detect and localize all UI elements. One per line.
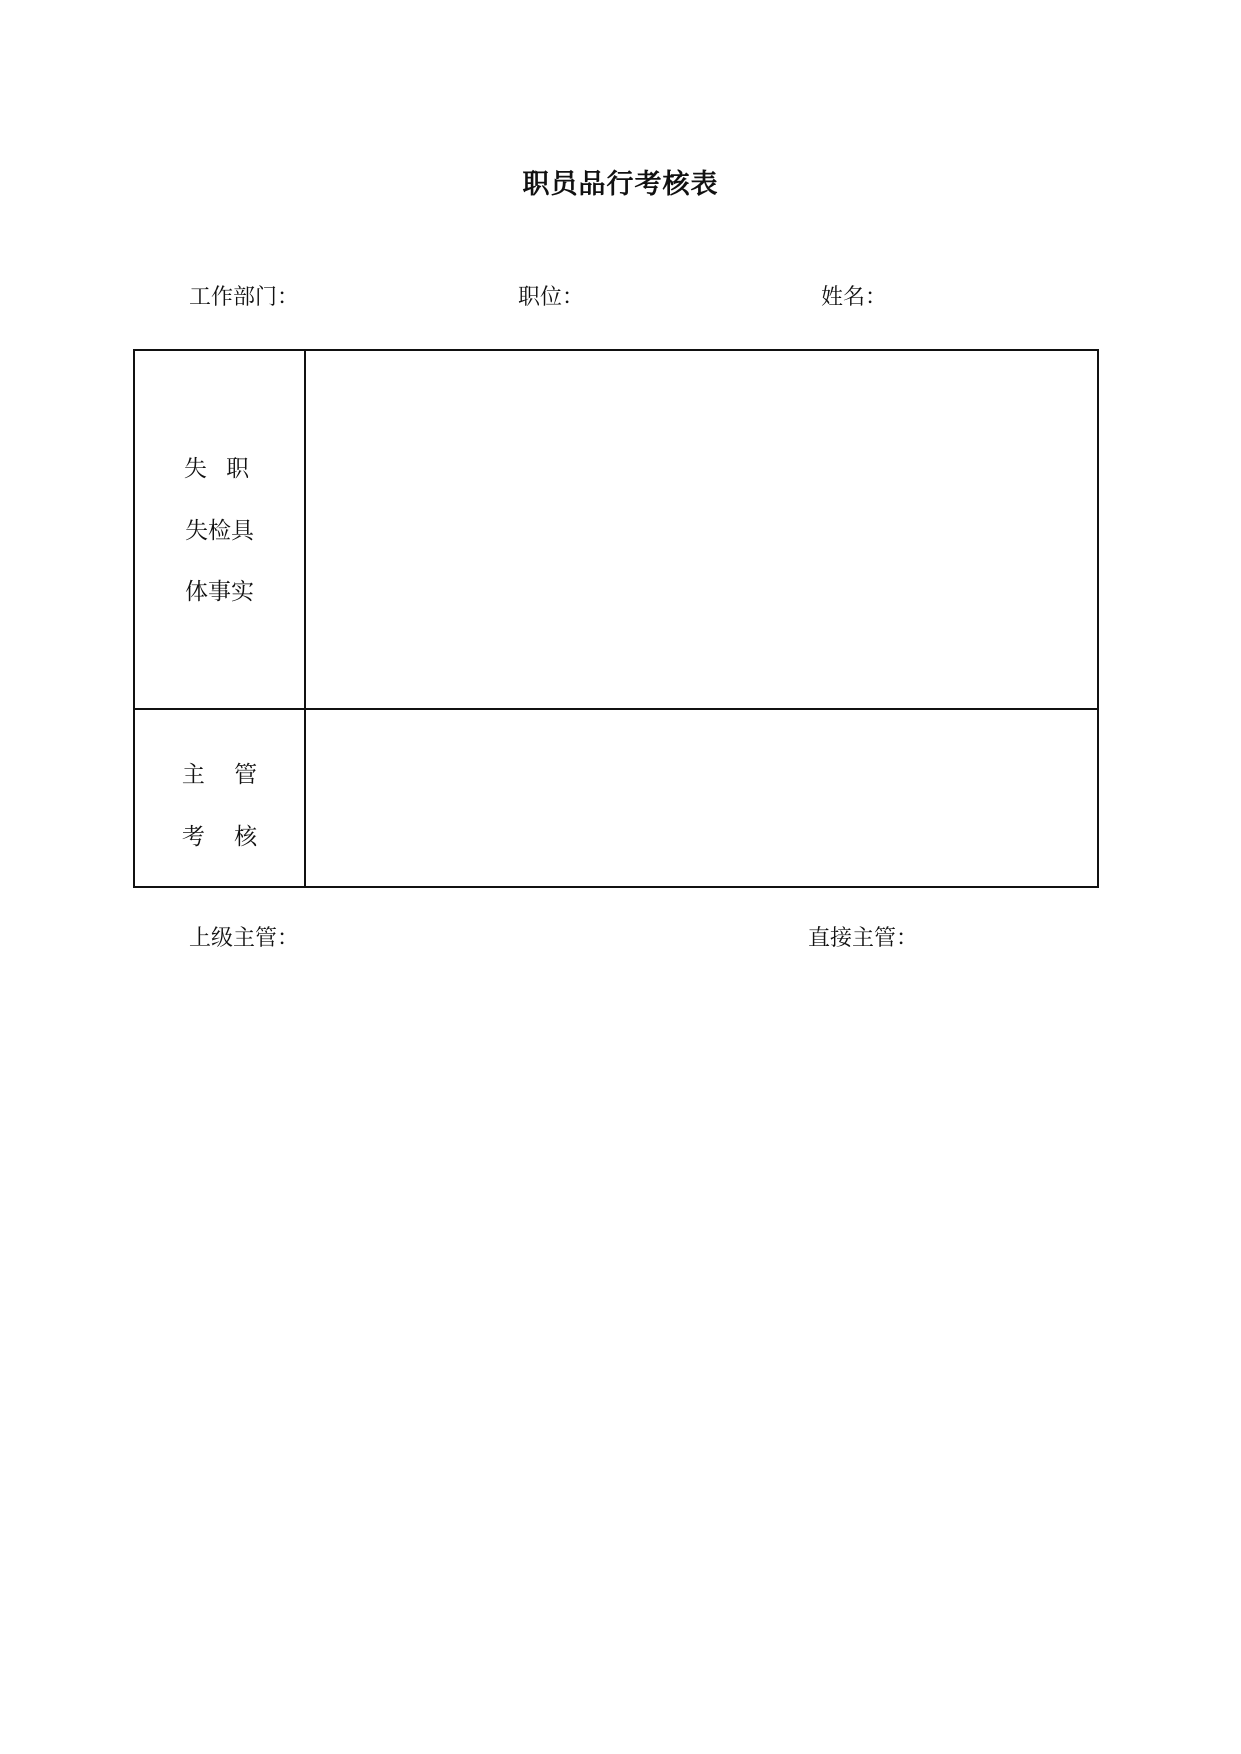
supervisor-assessment-label-cell bbox=[135, 710, 306, 886]
supervisor-assessment-field[interactable] bbox=[306, 710, 1097, 886]
document-title: 职员品行考核表 bbox=[522, 169, 719, 200]
name-label: 姓名： bbox=[821, 285, 888, 310]
misconduct-label-line-2: 失检具 bbox=[185, 518, 254, 544]
upper-supervisor-label: 上级主管： bbox=[189, 926, 300, 951]
misconduct-label-line-1: 失 职 bbox=[183, 456, 256, 482]
supervisor-assessment-label-line-1: 主 管 bbox=[181, 762, 258, 788]
position-label: 职位： bbox=[518, 285, 585, 310]
supervisor-assessment-label-line-2: 考 核 bbox=[181, 824, 258, 850]
misconduct-facts-row bbox=[135, 351, 1097, 710]
department-label: 工作部门： bbox=[189, 285, 300, 310]
misconduct-label-line-3: 体事实 bbox=[185, 579, 254, 605]
misconduct-facts-label-cell bbox=[135, 351, 306, 708]
assessment-table bbox=[133, 349, 1099, 888]
misconduct-facts-field[interactable] bbox=[306, 351, 1097, 708]
supervisor-assessment-row bbox=[135, 710, 1097, 886]
direct-supervisor-label: 直接主管： bbox=[808, 926, 919, 951]
